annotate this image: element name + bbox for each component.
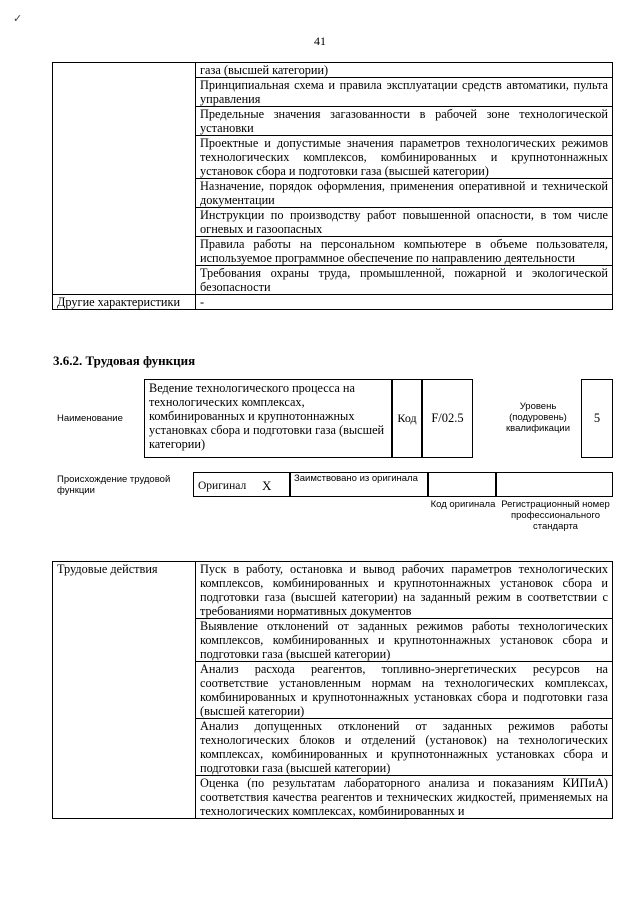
action-cell: Анализ допущенных отклонений от заданных режимов работы технологических блоков и отделений (установок) на технологических комплексах, комбинированных и крупнотоннажных установках сбора и подготовки газа (высшей категории): [196, 719, 613, 776]
knowledge-cell: Инструкции по производству работ повышенной опасности, в том числе огневых и газоопасных: [196, 208, 613, 237]
table-row: [53, 63, 613, 78]
row-label-cell: [53, 63, 196, 295]
knowledge-cell: Правила работы на персональном компьютере в объеме пользователя, используемое программное обеспечение по направлению деятельности: [196, 237, 613, 266]
code-value: F/02.5: [431, 411, 464, 425]
function-name-box: [144, 379, 392, 458]
function-name: Ведение технологического процесса на технологических комплексах, комбинированных и крупнотоннажных установках сбора и подготовки газа (высшей категории): [149, 381, 385, 451]
other-characteristics-value: -: [196, 295, 613, 310]
knowledge-cell: Требования охраны труда, промышленной, пожарной и экологической безопасности: [196, 266, 613, 295]
code-label: Код: [397, 411, 417, 425]
original-mark: X: [262, 478, 272, 493]
knowledge-table: [52, 62, 613, 310]
action-cell: Анализ расхода реагентов, топливно-энергетических ресурсов на соответствие установленным нормам на технологических комплексах, комбинированных и крупнотоннажных установках сбора и подготовки газа (высшей категории): [196, 662, 613, 719]
knowledge-cell: Проектные и допустимые значения параметров технологических режимов технологических комплексов, комбинированных и крупнотоннажных установок сбора и подготовки газа (высшей категории): [196, 136, 613, 179]
knowledge-cell: газа (высшей категории): [196, 63, 613, 78]
corner-mark: ✓: [13, 13, 23, 25]
original-label: Оригинал: [198, 480, 247, 492]
code-original-cell: [428, 472, 496, 497]
action-cell: Оценка (по результатам лабораторного анализа и показаниям КИПиА) соответствия качества реагентов и технических жидкостей, применяемых на технологических комплексах, комбинированных и: [196, 776, 613, 819]
borrowed-label: Заимствовано из оригинала: [294, 473, 418, 484]
action-cell: Выявление отклонений от заданных режимов работы технологических комплексов, комбинированных и крупнотоннажных установок сбора и подготовки газа (высшей категории): [196, 619, 613, 662]
level-value: 5: [593, 411, 601, 425]
page-number: 41: [314, 34, 326, 48]
origin-label: Происхождение трудовой функции: [57, 474, 171, 496]
name-label: Наименование: [57, 413, 123, 424]
reg-number-label: Регистрационный номер профессионального стандарта: [501, 499, 610, 532]
labor-actions-table: [52, 561, 613, 819]
action-cell: Пуск в работу, остановка и вывод рабочих параметров технологических комплексов, комбинированных и крупнотоннажных установок сбора и подготовки газа (высшей категории) на заданный режим в соответствии с требованиями нормативных документов: [196, 562, 613, 619]
labor-actions-label: Трудовые действия: [53, 562, 196, 819]
table-row: [53, 562, 613, 619]
code-original-label: Код оригинала: [430, 499, 496, 510]
table-row: [53, 295, 613, 310]
reg-number-cell: [496, 472, 613, 497]
other-characteristics-label: Другие характеристики: [53, 295, 196, 310]
knowledge-cell: Назначение, порядок оформления, применения оперативной и технической документации: [196, 179, 613, 208]
section-title: 3.6.2. Трудовая функция: [53, 353, 196, 368]
level-label: Уровень (подуровень) квалификации: [505, 401, 571, 434]
knowledge-cell: Предельные значения загазованности в рабочей зоне технологической установки: [196, 107, 613, 136]
knowledge-cell: Принципиальная схема и правила эксплуатации средств автоматики, пульта управления: [196, 78, 613, 107]
